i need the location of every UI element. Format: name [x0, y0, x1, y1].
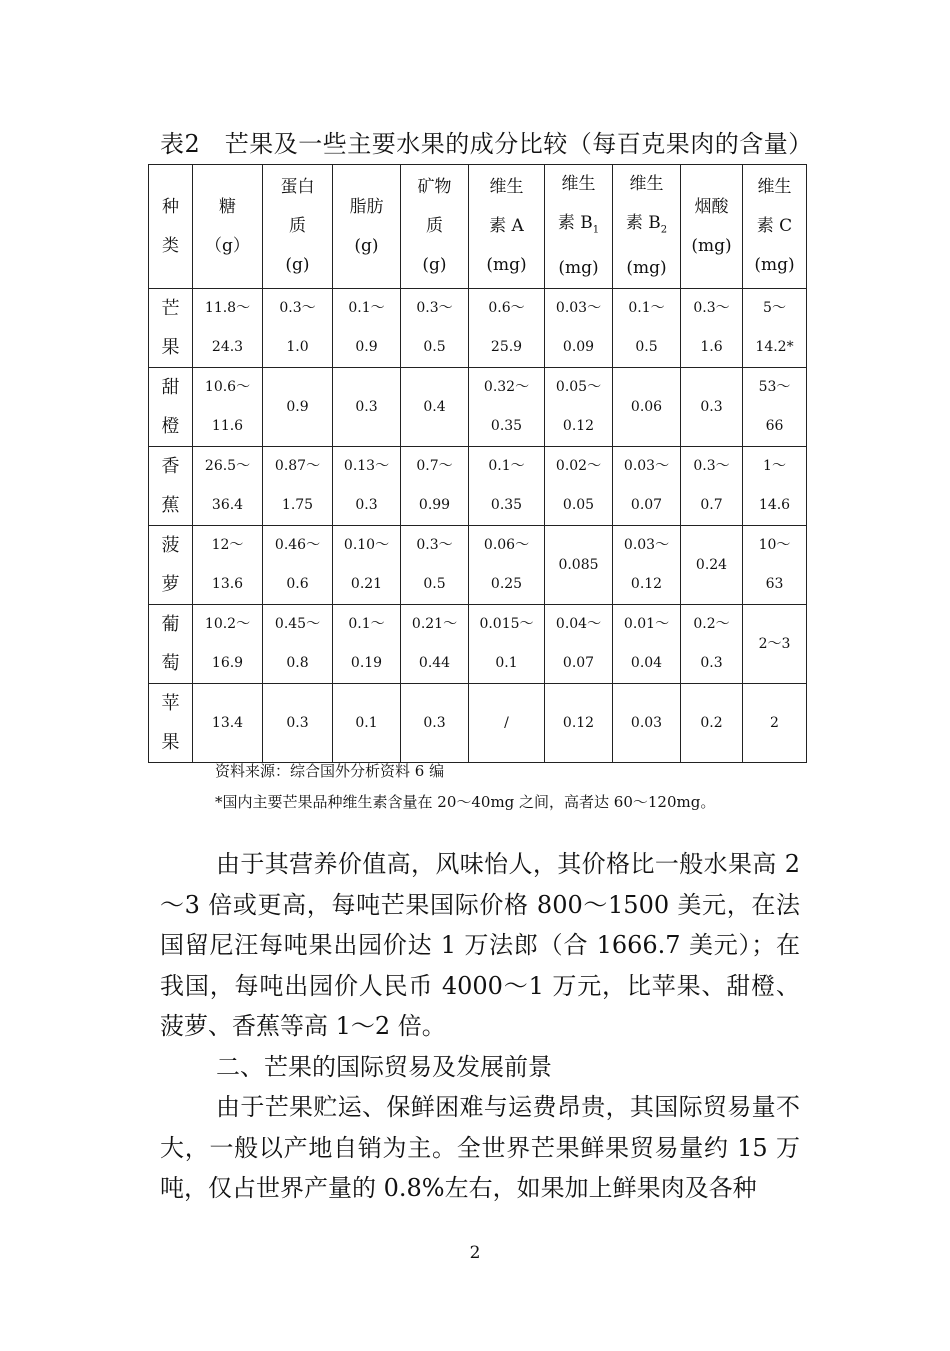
value-cell: 0.6～ 25.9	[469, 289, 545, 368]
value-cell: 2～3	[743, 605, 807, 684]
value-cell: 0.2	[681, 684, 743, 763]
header-vitamin-a: 维生 素 A (mg)	[469, 165, 545, 289]
fruit-name-cell: 菠 萝	[149, 526, 193, 605]
value-cell: 0.085	[545, 526, 613, 605]
value-cell: 0.02～ 0.05	[545, 447, 613, 526]
value-cell: 10.6～ 11.6	[193, 368, 263, 447]
value-cell: 0.04～ 0.07	[545, 605, 613, 684]
footnote: *国内主要芒果品种维生素含量在 20～40mg 之间，高者达 60～120mg。	[215, 793, 716, 811]
value-cell: 0.3～ 0.5	[401, 526, 469, 605]
value-cell: 0.87～ 1.75	[263, 447, 333, 526]
value-cell: 0.3	[401, 684, 469, 763]
value-cell: 0.13～ 0.3	[333, 447, 401, 526]
value-cell: 10～ 63	[743, 526, 807, 605]
value-cell: 11.8～ 24.3	[193, 289, 263, 368]
value-cell: 5～ 14.2*	[743, 289, 807, 368]
header-vitamin-b2: 维生 素 $B_2$ (mg)	[613, 165, 681, 289]
table-row	[149, 368, 807, 447]
paragraph-price: 由于其营养价值高，风味怡人，其价格比一般水果高 2～3 倍或更高，每吨芒果国际价格 800～1500 美元，在法国留尼汪每吨果出园价达 1 万法郎（合 1666.7 美元）；在我国，每吨出园价人民币 4000～1 万元，比苹果、甜橙、菠萝、香蕉等高 1～2 倍。	[160, 850, 800, 1040]
body-text	[160, 844, 800, 1209]
value-cell: 0.3	[681, 368, 743, 447]
value-cell: 0.3～ 1.6	[681, 289, 743, 368]
nutrition-table	[148, 164, 807, 763]
fruit-name-cell: 香 蕉	[149, 447, 193, 526]
value-cell: 0.12	[545, 684, 613, 763]
value-cell: 0.015～ 0.1	[469, 605, 545, 684]
fruit-name-cell: 芒 果	[149, 289, 193, 368]
value-cell: 0.1～ 0.5	[613, 289, 681, 368]
value-cell: 13.4	[193, 684, 263, 763]
value-cell: /	[469, 684, 545, 763]
value-cell: 0.4	[401, 368, 469, 447]
value-cell: 0.06～ 0.25	[469, 526, 545, 605]
value-cell: 0.1～ 0.9	[333, 289, 401, 368]
value-cell: 2	[743, 684, 807, 763]
value-cell: 12～ 13.6	[193, 526, 263, 605]
value-cell: 0.10～ 0.21	[333, 526, 401, 605]
page-number: 2	[469, 1243, 481, 1263]
value-cell: 0.45～ 0.8	[263, 605, 333, 684]
table-row	[149, 289, 807, 368]
value-cell: 0.3～ 0.5	[401, 289, 469, 368]
value-cell: 0.3	[263, 684, 333, 763]
header-vitamin-c: 维生 素 C (mg)	[743, 165, 807, 289]
value-cell: 0.01～ 0.04	[613, 605, 681, 684]
value-cell: 0.03	[613, 684, 681, 763]
value-cell: 0.2～ 0.3	[681, 605, 743, 684]
value-cell: 0.32～ 0.35	[469, 368, 545, 447]
value-cell: 0.1	[333, 684, 401, 763]
value-cell: 26.5～ 36.4	[193, 447, 263, 526]
table-row	[149, 526, 807, 605]
paragraph-trade: 由于芒果贮运、保鲜困难与运费昂贵，其国际贸易量不大，一般以产地自销为主。全世界芒果鲜果贸易量约 15 万吨，仅占世界产量的 0.8%左右，如果加上鲜果肉及各种	[160, 1093, 800, 1202]
table-row	[149, 684, 807, 763]
value-cell: 0.03～ 0.09	[545, 289, 613, 368]
fruit-name-cell: 甜 橙	[149, 368, 193, 447]
header-protein: 蛋白 质 (g)	[263, 165, 333, 289]
header-kind: 种 类	[149, 165, 193, 289]
value-cell: 0.1～ 0.35	[469, 447, 545, 526]
value-cell: 0.3	[333, 368, 401, 447]
fruit-name-cell: 苹 果	[149, 684, 193, 763]
value-cell: 53～ 66	[743, 368, 807, 447]
value-cell: 0.3～ 1.0	[263, 289, 333, 368]
header-row	[149, 165, 807, 289]
header-vitamin-b1: 维生 素 $B_1$ (mg)	[545, 165, 613, 289]
table-row	[149, 447, 807, 526]
value-cell: 0.06	[613, 368, 681, 447]
header-niacin: 烟酸 (mg)	[681, 165, 743, 289]
value-cell: 10.2～ 16.9	[193, 605, 263, 684]
header-sugar: 糖 （g）	[193, 165, 263, 289]
value-cell: 0.05～ 0.12	[545, 368, 613, 447]
section-heading: 二、芒果的国际贸易及发展前景	[216, 1052, 552, 1081]
value-cell: 0.3～ 0.7	[681, 447, 743, 526]
value-cell: 0.21～ 0.44	[401, 605, 469, 684]
header-mineral: 矿物 质 (g)	[401, 165, 469, 289]
value-cell: 1～ 14.6	[743, 447, 807, 526]
value-cell: 0.46～ 0.6	[263, 526, 333, 605]
value-cell: 0.9	[263, 368, 333, 447]
value-cell: 0.24	[681, 526, 743, 605]
header-fat: 脂肪 (g)	[333, 165, 401, 289]
source-note: 资料来源：综合国外分析资料 6 编	[215, 762, 445, 780]
value-cell: 0.03～ 0.07	[613, 447, 681, 526]
fruit-name-cell: 葡 萄	[149, 605, 193, 684]
value-cell: 0.1～ 0.19	[333, 605, 401, 684]
table-caption: 表2 芒果及一些主要水果的成分比较（每百克果肉的含量）	[160, 130, 813, 158]
value-cell: 0.7～ 0.99	[401, 447, 469, 526]
table-row	[149, 605, 807, 684]
value-cell: 0.03～ 0.12	[613, 526, 681, 605]
